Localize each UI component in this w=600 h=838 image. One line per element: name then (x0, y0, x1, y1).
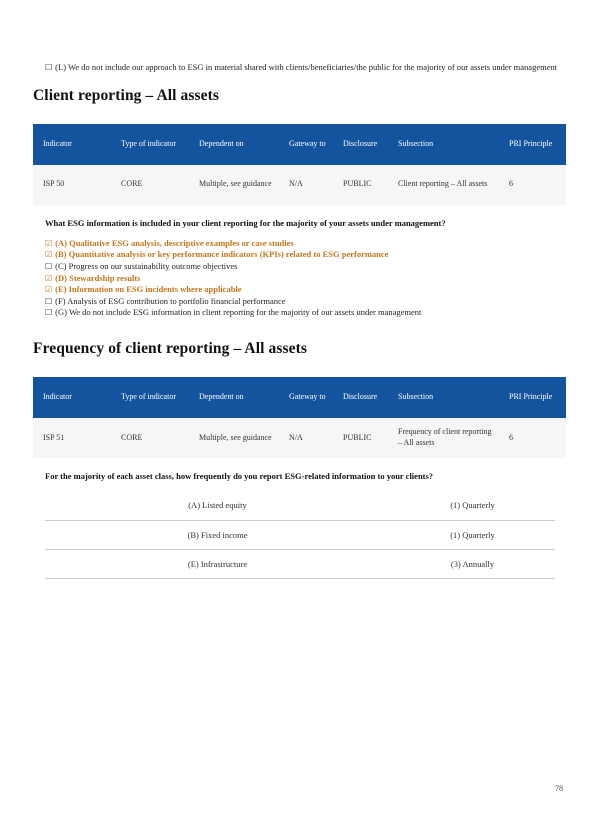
col-header-gateway: Gateway to (289, 392, 326, 402)
cell-gateway: N/A (289, 432, 303, 442)
option-label: (G) We do not include ESG information in client reporting for the majority of our assets under management (55, 307, 422, 318)
cell-type: CORE (121, 179, 143, 189)
option-e (45, 284, 565, 296)
cell-subsection: Frequency of client reporting – All assets (398, 427, 492, 448)
checkbox-unchecked-icon: ☐ (45, 296, 53, 306)
table-row (33, 418, 566, 458)
option-label: (D) Stewardship results (55, 272, 141, 283)
indicator-table-isp51 (33, 377, 566, 458)
frequency-value: (3) Annually (390, 549, 555, 578)
table-row (33, 165, 566, 205)
option-l-paragraph (45, 62, 565, 74)
frequency-value: (1) Quarterly (390, 491, 555, 520)
option-b (45, 249, 565, 261)
option-label: (B) Quantitative analysis or key performance indicators (KPIs) related to ESG performance (55, 249, 389, 260)
heading-client-reporting: Client reporting – All assets (33, 86, 220, 104)
cell-principle: 6 (509, 432, 513, 442)
frequency-row (45, 549, 555, 578)
col-header-subsection: Subsection (398, 138, 434, 148)
cell-type: CORE (121, 432, 143, 442)
frequency-value: (1) Quarterly (390, 520, 555, 549)
page-number: 78 (555, 784, 563, 793)
checkbox-checked-icon: ☑ (45, 285, 53, 295)
document-page (0, 62, 600, 838)
col-header-type: Type of indicator (121, 138, 176, 148)
checkbox-unchecked-icon: ☐ (45, 308, 53, 318)
col-header-principle: PRI Principle (509, 138, 553, 148)
checkbox-unchecked-icon: ☐ (45, 63, 53, 72)
col-header-subsection: Subsection (398, 392, 434, 402)
question-reporting-frequency: For the majority of each asset class, how frequently do you report ESG-related information to your clients? (45, 471, 434, 482)
options-list (45, 238, 565, 319)
cell-subsection: Client reporting – All assets (398, 179, 488, 189)
option-label: (F) Analysis of ESG contribution to portfolio financial performance (55, 295, 286, 306)
cell-disclosure: PUBLIC (343, 179, 372, 189)
asset-class-label: (E) Infrastructure (45, 549, 390, 578)
option-a (45, 238, 565, 250)
col-header-gateway: Gateway to (289, 138, 326, 148)
col-header-indicator: Indicator (43, 392, 72, 402)
cell-indicator: ISP 50 (43, 179, 65, 189)
table-header-row (33, 377, 566, 418)
option-label: (A) Qualitative ESG analysis, descriptive examples or case studies (55, 237, 294, 248)
checkbox-checked-icon: ☑ (45, 250, 53, 260)
cell-disclosure: PUBLIC (343, 432, 372, 442)
col-header-type: Type of indicator (121, 392, 176, 402)
frequency-row (45, 491, 555, 520)
col-header-indicator: Indicator (43, 138, 72, 148)
asset-class-label: (B) Fixed income (45, 520, 390, 549)
frequency-row (45, 520, 555, 549)
option-l-label: (L) We do not include our approach to ESG in material shared with clients/beneficiaries/the public for the majority of our assets under management (55, 62, 558, 72)
option-label: (C) Progress on our sustainability outcome objectives (55, 261, 238, 272)
cell-indicator: ISP 51 (43, 432, 65, 442)
indicator-table-isp50 (33, 124, 566, 205)
col-header-principle: PRI Principle (509, 392, 553, 402)
checkbox-checked-icon: ☑ (45, 273, 53, 283)
option-d (45, 273, 565, 285)
checkbox-unchecked-icon: ☐ (45, 262, 53, 272)
col-header-disclosure: Disclosure (343, 392, 378, 402)
col-header-dependent: Dependent on (199, 392, 244, 402)
cell-principle: 6 (509, 179, 513, 189)
checkbox-checked-icon: ☑ (45, 238, 53, 248)
cell-dependent: Multiple, see guidance (199, 179, 272, 189)
question-esg-information: What ESG information is included in your client reporting for the majority of your assets under management? (45, 217, 446, 228)
col-header-disclosure: Disclosure (343, 138, 378, 148)
cell-gateway: N/A (289, 179, 303, 189)
option-c (45, 261, 565, 273)
table-header-row (33, 124, 566, 165)
option-label: (E) Information on ESG incidents where applicable (55, 284, 242, 295)
col-header-dependent: Dependent on (199, 138, 244, 148)
frequency-table (45, 491, 555, 579)
option-f (45, 296, 565, 308)
heading-frequency-client-reporting: Frequency of client reporting – All assets (33, 340, 307, 358)
option-g (45, 307, 565, 319)
cell-dependent: Multiple, see guidance (199, 432, 272, 442)
asset-class-label: (A) Listed equity (45, 491, 390, 520)
